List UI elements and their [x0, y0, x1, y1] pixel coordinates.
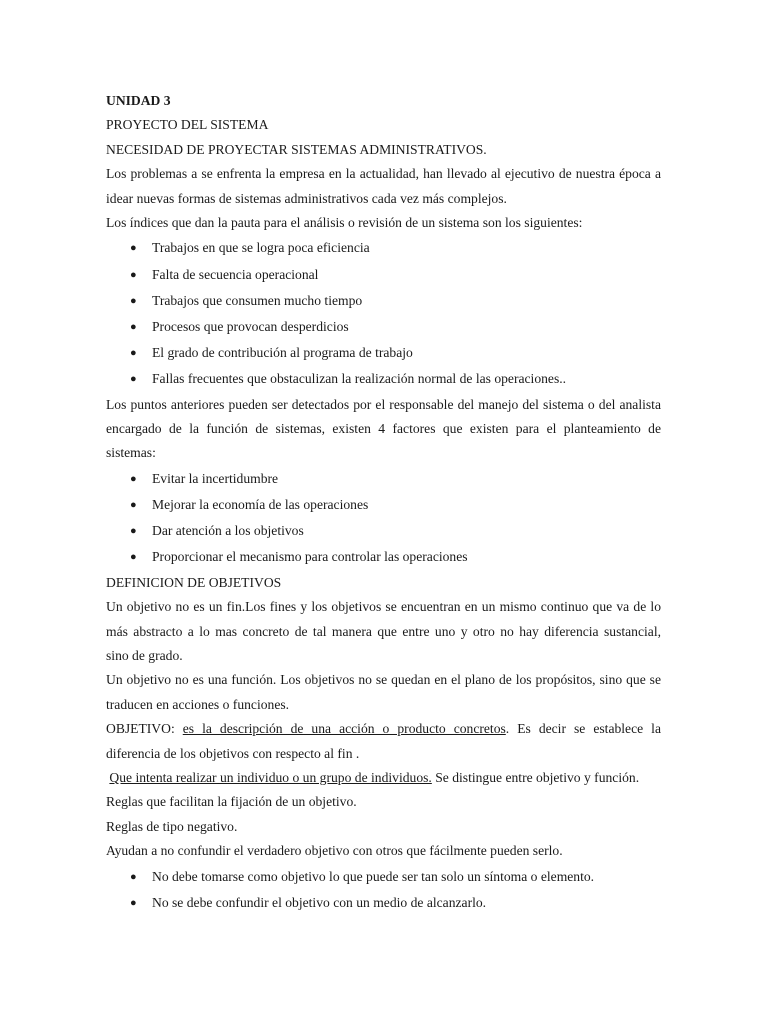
paragraph-line: traducen en acciones o funciones. — [106, 696, 290, 712]
bullet-list-reglas — [106, 864, 661, 916]
paragraph-line: sino de grado. — [106, 647, 183, 663]
bullet-icon: ● — [130, 347, 137, 360]
paragraph-reglas-negativo: Reglas de tipo negativo. — [106, 818, 238, 834]
paragraph-line: Los problemas a se enfrenta la empresa en la actualidad, han llevado al ejecutivo de nuestra época a — [106, 166, 661, 182]
section-heading-necesidad: NECESIDAD DE PROYECTAR SISTEMAS ADMINISTRATIVOS. — [106, 141, 487, 157]
paragraph-line: OBJETIVO: es la descripción de una acción o producto concretos. Es decir se establece la — [106, 721, 661, 737]
bullet-icon: ● — [130, 268, 137, 281]
objetivo-definition-underlined: es la descripción de una acción o producto concretos — [182, 721, 506, 737]
paragraph-line: idear nuevas formas de sistemas administrativos cada vez más complejos. — [106, 190, 507, 206]
paragraph-line: más abstracto a lo mas concreto de tal manera que entre uno y otro no hay diferencia sustancial, — [106, 623, 661, 639]
bullet-icon: ● — [130, 870, 137, 883]
bullet-icon: ● — [130, 294, 137, 307]
paragraph-line: Los puntos anteriores pueden ser detectados por el responsable del manejo del sistema o del analista — [106, 396, 661, 412]
list-item: ● Fallas frecuentes que obstaculizan la realización normal de las operaciones.. — [106, 366, 661, 392]
paragraph-reglas-facilitan: Reglas que facilitan la fijación de un objetivo. — [106, 794, 357, 810]
unit-title: UNIDAD 3 — [106, 93, 171, 108]
list-item: ● El grado de contribución al programa de trabajo — [106, 340, 661, 366]
list-item: ● Falta de secuencia operacional — [106, 262, 661, 288]
bullet-icon: ● — [130, 472, 137, 485]
bullet-icon: ● — [130, 551, 137, 564]
list-item: ● Evitar la incertidumbre — [106, 466, 661, 492]
paragraph-indices: Los índices que dan la pauta para el análisis o revisión de un sistema son los siguientes: — [106, 215, 583, 231]
paragraph-objetivo-definicion — [106, 717, 661, 766]
bullet-icon: ● — [130, 242, 137, 255]
individuo-underlined: Que intenta realizar un individuo o un grupo de individuos. — [109, 769, 432, 785]
paragraph-puntos — [106, 393, 661, 466]
objetivo-label: OBJETIVO: — [106, 721, 175, 737]
bullet-list-factores — [106, 466, 661, 571]
section-heading-objetivos: DEFINICION DE OBJETIVOS — [106, 574, 282, 590]
paragraph-line: encargado de la función de sistemas, existen 4 factores que existen para el planteamiento de — [106, 421, 661, 437]
bullet-icon: ● — [130, 525, 137, 538]
bullet-icon: ● — [130, 373, 137, 386]
page-subtitle: PROYECTO DEL SISTEMA — [106, 117, 269, 133]
list-item: ● Mejorar la economía de las operaciones — [106, 492, 661, 518]
bullet-icon: ● — [130, 321, 137, 334]
list-item: ● Trabajos en que se logra poca eficiencia — [106, 235, 661, 261]
paragraph-line: Un objetivo no es un fin.Los fines y los objetivos se encuentran en un mismo continuo que va de lo — [106, 599, 661, 615]
bullet-list-indices — [106, 235, 661, 392]
paragraph-line: diferencia de los objetivos con respecto al fin . — [106, 745, 360, 761]
list-item: ● No se debe confundir el objetivo con un medio de alcanzarlo. — [106, 890, 661, 916]
paragraph-ayudan: Ayudan a no confundir el verdadero objetivo con otros que fácilmente pueden serlo. — [106, 843, 563, 859]
document-page — [106, 89, 661, 916]
paragraph-line: Un objetivo no es una función. Los objetivos no se quedan en el plano de los propósitos, sino que se — [106, 672, 661, 688]
list-item: ● Procesos que provocan desperdicios — [106, 314, 661, 340]
paragraph-fin — [106, 595, 661, 668]
paragraph-line: sistemas: — [106, 445, 156, 461]
list-item: ● Trabajos que consumen mucho tiempo — [106, 288, 661, 314]
paragraph-funcion — [106, 668, 661, 717]
list-item: ● Proporcionar el mecanismo para controlar las operaciones — [106, 544, 661, 570]
paragraph-problemas — [106, 162, 661, 211]
list-item: ● No debe tomarse como objetivo lo que puede ser tan solo un síntoma o elemento. — [106, 864, 661, 890]
paragraph-individuo: Que intenta realizar un individuo o un grupo de individuos. Se distingue entre objetivo y función. — [109, 769, 640, 785]
list-item: ● Dar atención a los objetivos — [106, 518, 661, 544]
bullet-icon: ● — [130, 499, 137, 512]
bullet-icon: ● — [130, 896, 137, 909]
